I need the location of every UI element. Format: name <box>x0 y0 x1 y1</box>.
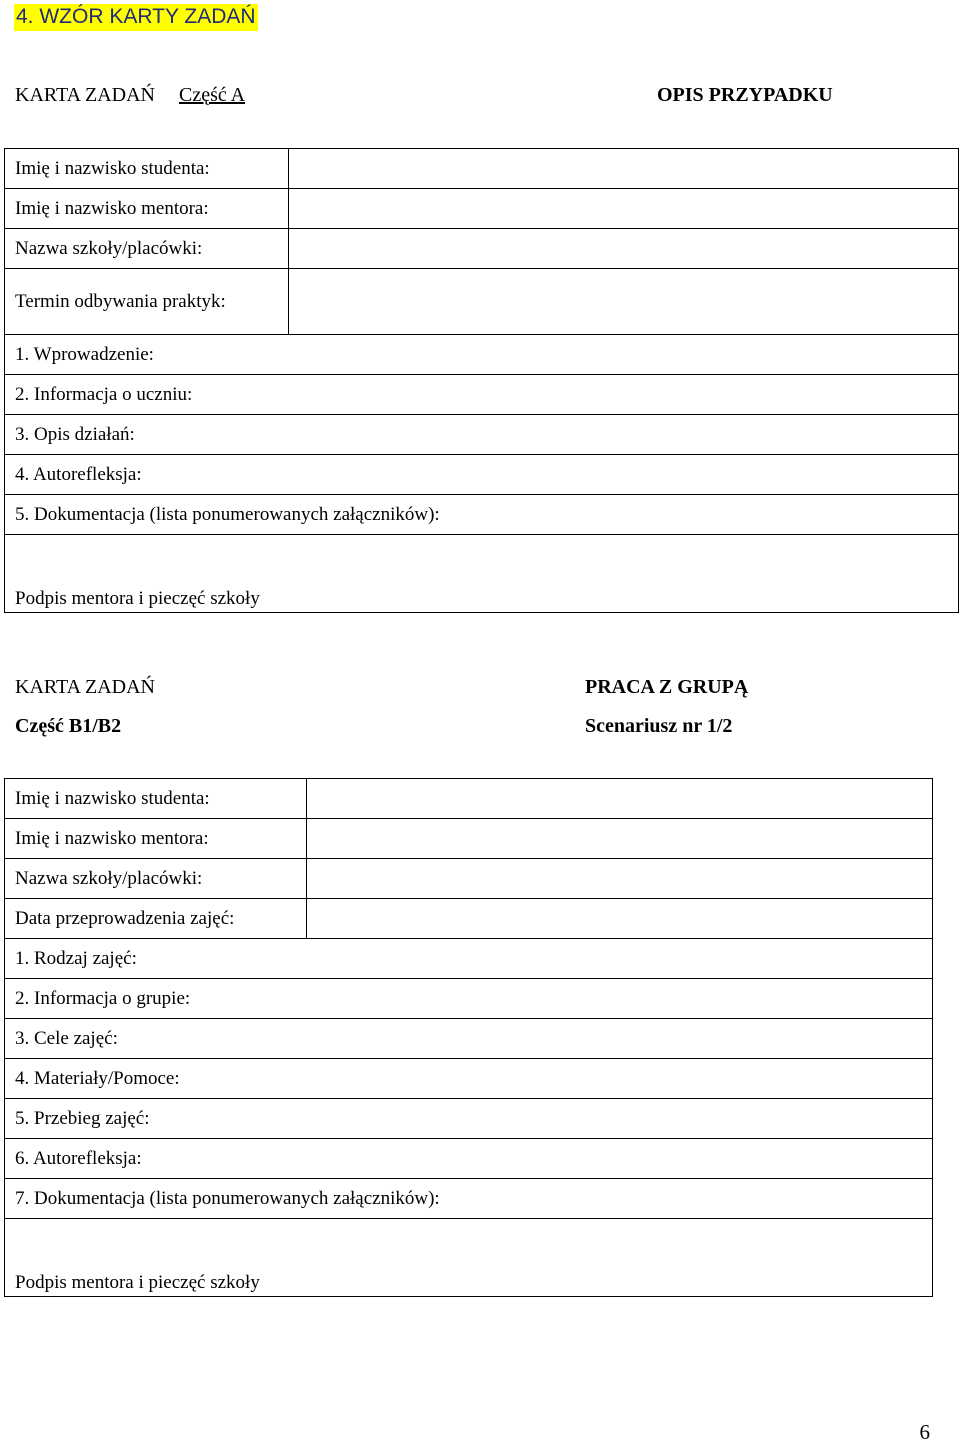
card-a-part: Część A <box>178 84 246 106</box>
card-a-title: KARTA ZADAŃ <box>15 84 155 106</box>
card-b-item[interactable]: 7. Dokumentacja (lista ponumerowanych załączników): <box>5 1179 933 1219</box>
card-a-field-value[interactable] <box>289 149 959 189</box>
section-heading: 4. WZÓR KARTY ZADAŃ <box>14 4 258 31</box>
card-b-type: PRACA Z GRUPĄ <box>585 676 749 698</box>
card-a-item[interactable]: 2. Informacja o uczniu: <box>5 375 959 415</box>
card-b-field-value[interactable] <box>307 819 933 859</box>
card-b-signature[interactable]: Podpis mentora i pieczęć szkoły <box>5 1219 933 1297</box>
card-a-table <box>4 148 959 613</box>
card-b-field-label: Nazwa szkoły/placówki: <box>5 859 307 899</box>
card-a-field-label: Imię i nazwisko studenta: <box>5 149 289 189</box>
card-a-field-value[interactable] <box>289 269 959 335</box>
card-b-item[interactable]: 4. Materiały/Pomoce: <box>5 1059 933 1099</box>
card-b-item[interactable]: 5. Przebieg zajęć: <box>5 1099 933 1139</box>
card-b-field-label: Data przeprowadzenia zajęć: <box>5 899 307 939</box>
card-b-item[interactable]: 1. Rodzaj zajęć: <box>5 939 933 979</box>
card-b-scenario: Scenariusz nr 1/2 <box>585 715 733 737</box>
card-b-field-value[interactable] <box>307 899 933 939</box>
card-b-item[interactable]: 6. Autorefleksja: <box>5 1139 933 1179</box>
card-a-title-line <box>15 84 245 107</box>
card-b-item[interactable]: 3. Cele zajęć: <box>5 1019 933 1059</box>
card-a-type: OPIS PRZYPADKU <box>657 84 833 106</box>
card-a-field-value[interactable] <box>289 189 959 229</box>
card-a-field-label: Imię i nazwisko mentora: <box>5 189 289 229</box>
card-a-item[interactable]: 5. Dokumentacja (lista ponumerowanych załączników): <box>5 495 959 535</box>
card-b-table <box>4 778 933 1297</box>
card-a-field-label: Termin odbywania praktyk: <box>5 269 289 335</box>
card-b-part: Część B1/B2 <box>15 715 122 737</box>
card-b-item[interactable]: 2. Informacja o grupie: <box>5 979 933 1019</box>
card-a-signature[interactable]: Podpis mentora i pieczęć szkoły <box>5 535 959 613</box>
page-number: 6 <box>919 1420 930 1444</box>
card-b-field-value[interactable] <box>307 859 933 899</box>
card-b-field-label: Imię i nazwisko studenta: <box>5 779 307 819</box>
card-a-item[interactable]: 3. Opis działań: <box>5 415 959 455</box>
card-a-item[interactable]: 4. Autorefleksja: <box>5 455 959 495</box>
card-b-title: KARTA ZADAŃ <box>15 676 155 698</box>
card-a-field-value[interactable] <box>289 229 959 269</box>
card-a-field-label: Nazwa szkoły/placówki: <box>5 229 289 269</box>
card-b-field-label: Imię i nazwisko mentora: <box>5 819 307 859</box>
card-b-field-value[interactable] <box>307 779 933 819</box>
card-a-item[interactable]: 1. Wprowadzenie: <box>5 335 959 375</box>
